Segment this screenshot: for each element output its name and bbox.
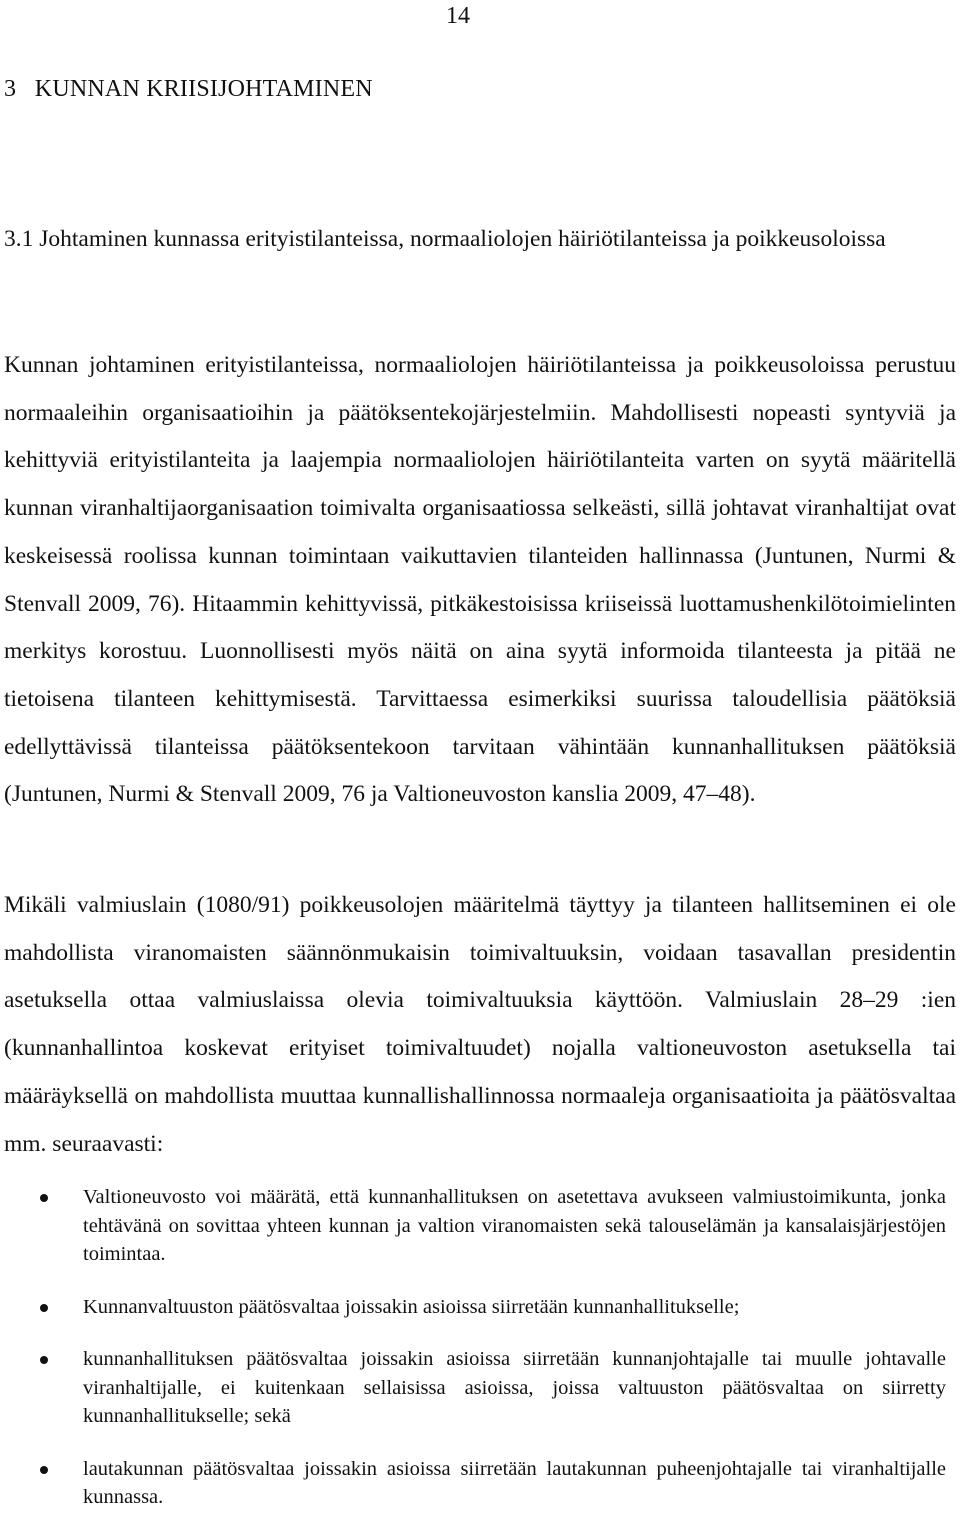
body-paragraph: Mikäli valmiuslain (1080/91) poikkeusolojen määritelmä täyttyy ja tilanteen hallitseminen ei ole mahdollista viranomaisten säännönmukaisin toimivaltuuksin, voidaan tasavallan presidentin asetuksella ottaa valmiuslaissa olevia toimivaltuuksia käyttöön. Valmiuslain 28–29 :ien (kunnanhallintoa koskevat erityiset toimivaltuudet) nojalla valtioneuvoston asetuksella tai määräyksellä on mahdollista muuttaa kunnallishallinnossa normaaleja organisaatioita ja päätösvaltaa mm. seuraavasti: xyxy=(4,892,956,1157)
bullet-icon xyxy=(40,1304,48,1312)
list-item xyxy=(0,1183,960,1269)
list-item-text: Valtioneuvosto voi määrätä, että kunnanhallituksen on asetettava avukseen valmiustoimikunta, jonka tehtävänä on sovittaa yhteen kunnan ja valtion viranomaisten sekä talouselämän ja kansalaisjärjestöjen toimintaa. xyxy=(83,1186,946,1265)
bullet-list xyxy=(0,1183,960,1512)
chapter-title: 3 KUNNAN KRIISIJOHTAMINEN xyxy=(4,76,373,102)
bullet-icon xyxy=(40,1356,48,1364)
bullet-icon xyxy=(40,1194,48,1202)
list-item xyxy=(0,1345,960,1431)
list-item xyxy=(0,1293,960,1322)
list-item-text: lautakunnan päätösvaltaa joissakin asioissa siirretään lautakunnan puheenjohtajalle tai viranhaltijalle kunnassa. xyxy=(83,1457,946,1508)
body-paragraph: Kunnan johtaminen erityistilanteissa, normaaliolojen häiriötilanteissa ja poikkeusoloissa perustuu normaaleihin organisaatioihin ja päätöksentekojärjestelmiin. Mahdollisesti nopeasti syntyviä ja kehittyviä erityistilanteita ja laajempia normaaliolojen häiriötilanteita varten on syytä määritellä kunnan viranhaltijaorganisaation toimivalta organisaatiossa selkeästi, sillä johtavat viranhaltijat ovat keskeisessä roolissa kunnan toimintaan vaikuttavien tilanteiden hallinnassa (Juntunen, Nurmi & Stenvall 2009, 76). Hitaammin kehittyvissä, pitkäkestoisissa kriiseissä luottamushenkilötoimielinten merkitys korostuu. Luonnollisesti myös näitä on aina syytä informoida tilanteesta ja pitää ne tietoisena tilanteen kehittymisestä. Tarvittaessa esimerkiksi suurissa taloudellisia päätöksiä edellyttävissä tilanteissa päätöksentekoon tarvitaan vähintään kunnanhallituksen päätöksiä (Juntunen, Nurmi & Stenvall 2009, 76 ja Valtioneuvoston kanslia 2009, 47–48). xyxy=(4,352,956,808)
page-number: 14 xyxy=(446,3,470,29)
list-item xyxy=(0,1455,960,1512)
bullet-icon xyxy=(40,1466,48,1474)
list-item-text: Kunnanvaltuuston päätösvaltaa joissakin asioissa siirretään kunnanhallitukselle; xyxy=(83,1295,740,1318)
section-title: 3.1 Johtaminen kunnassa erityistilanteissa, normaaliolojen häiriötilanteissa ja poikkeusoloissa xyxy=(4,226,886,252)
list-item-text: kunnanhallituksen päätösvaltaa joissakin asioissa siirretään kunnanjohtajalle tai muulle johtavalle viranhaltijalle, ei kuitenkaan sellaisissa asioissa, joissa valtuuston päätösvaltaa on siirretty kunnanhallitukselle; sekä xyxy=(83,1348,946,1427)
